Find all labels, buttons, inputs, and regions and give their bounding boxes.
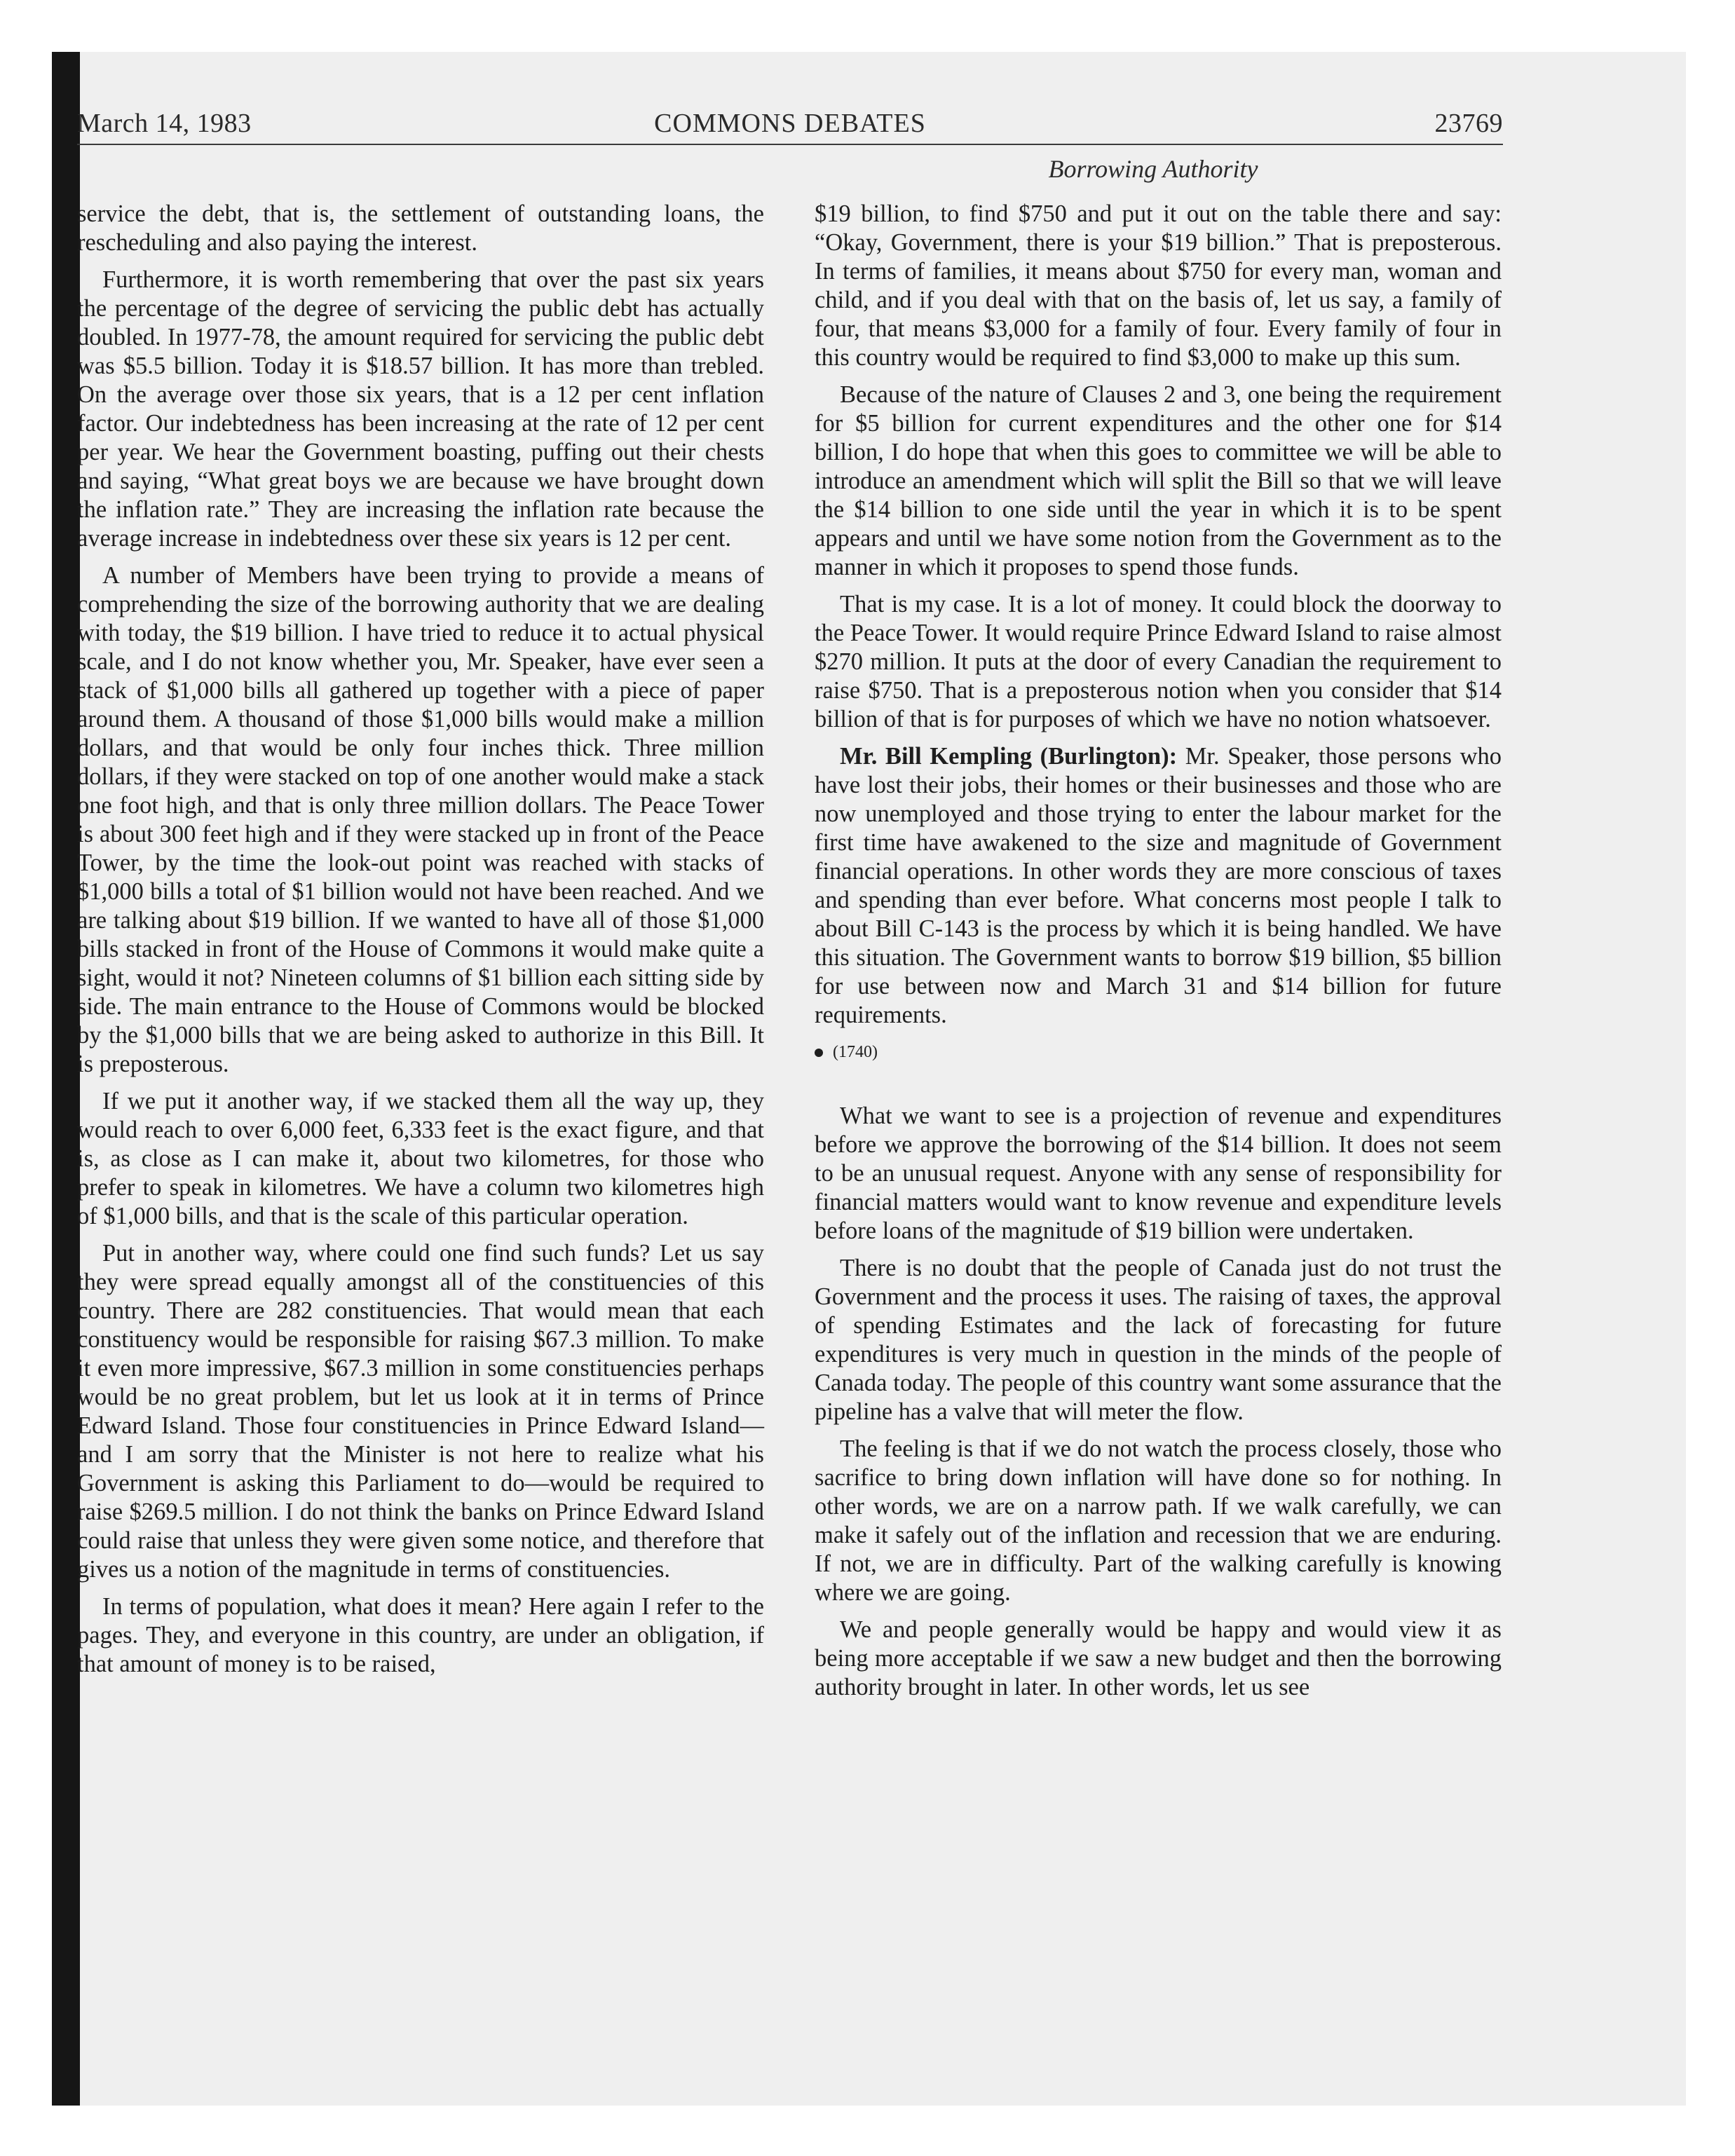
paragraph: Because of the nature of Clauses 2 and 3, one being the requirement for $5 billion for current expenditures and the other one for $14 billion, I do hope that when this goes to committee we will be able to introduce an amendment which will split the Bill so that we will leave the $14 billion to one side until the year in which it is to be spent appears and until we have some notion from the Government as to the manner in which it proposes to spend those funds. [815,381,1502,580]
paragraph: We and people generally would be happy and would view it as being more acceptable if we saw a new budget and then the borrowing authority brought in later. In other words, let us see [815,1616,1502,1700]
header-date: March 14, 1983 [77,109,252,138]
paragraph: A number of Members have been trying to provide a means of comprehending the size of the borrowing authority that we are dealing with today, the $19 billion. I have tried to reduce it to actual physical scale, and I do not know whether you, Mr. Speaker, have ever seen a stack of $1,000 bills all gathered up together with a piece of paper around them. A thousand of those $1,000 bills would make a million dollars, and that would be only four inches thick. Three million dollars, if they were stacked on top of one another would make a stack one foot high, and that is only three million dollars. The Peace Tower is about 300 feet high and if they were stacked up in front of the Peace Tower, by the time the look-out point was reached with stacks of $1,000 bills a total of $1 billion would not have been reached. And we are talking about $19 billion. If we wanted to have all of those $1,000 bills stacked in front of the House of Commons it would make quite a sight, would it not? Nineteen columns of $1 billion each sitting side by side. The main entrance to the House of Commons would be blocked by the $1,000 bills that we are being asked to authorize in this Bill. It is preposterous. [77,562,764,1077]
speaker-name: Mr. Bill Kempling (Burlington): [840,743,1178,770]
paragraph: $19 billion, to find $750 and put it out on the table there and say: “Okay, Government, there is your $19 billion.” That is preposterous. In terms of families, it means about $750 for every man, woman and child, and if you deal with that on the basis of, let us say, a family of four, that means $3,000 for a family of four. Every family of four in this country would be required to find $3,000 to make up this sum. [815,200,1502,371]
page-header [77,108,1503,146]
time-marker [815,1038,1502,1067]
paragraph: If we put it another way, if we stacked them all the way up, they would reach to over 6,000 feet, 6,333 feet is the exact figure, and that is, as close as I can make it, about two kilometres, for those who prefer to speak in kilometres. We have a column two kilometres high of $1,000 bills, and that is the scale of this particular operation. [77,1088,764,1229]
paragraph: There is no doubt that the people of Canada just do not trust the Government and the process it uses. The raising of taxes, the approval of spending Estimates and the lack of forecasting for future expenditures is very much in question in the minds of the people of Canada today. The people of this country want some assurance that the pipeline has a valve that will meter the flow. [815,1255,1502,1425]
paragraph: Furthermore, it is worth remembering that over the past six years the percentage of the degree of servicing the public debt has actually doubled. In 1977-78, the amount required for servicing the public debt was $5.5 billion. Today it is $18.57 billion. It has more than trebled. On the average over those six years, that is a 12 per cent inflation factor. Our indebtedness has been increasing at the rate of 12 per cent per year. We hear the Government boasting, puffing out their chests and saying, “What great boys we are because we have brought down the inflation rate.” They are increasing the inflation rate because the average increase in indebtedness over these six years is 12 per cent. [77,266,764,552]
left-column [77,200,764,1687]
paragraph: In terms of population, what does it mean? Here again I refer to the pages. They, and everyone in this country, are under an obligation, if that amount of money is to be raised, [77,1593,764,1677]
speech-paragraph [815,742,1502,1030]
paragraph: The feeling is that if we do not watch the process closely, those who sacrifice to bring down inflation will have done so for nothing. In other words, we are on a narrow path. If we walk carefully, we can make it safely out of the inflation and recession that we are enduring. If not, we are in difficulty. Part of the walking carefully is knowing where we are going. [815,1435,1502,1606]
running-head: Borrowing Authority [1048,155,1258,183]
bullet-icon [815,1049,823,1057]
paragraph: That is my case. It is a lot of money. It could block the doorway to the Peace Tower. It would require Prince Edward Island to raise almost $270 million. It puts at the door of every Canadian the requirement to raise $750. That is a preposterous notion when you consider that $14 billion of that is for purposes of which we have no notion whatsoever. [815,591,1502,732]
scan-edge-bar [52,52,80,2106]
header-rule [77,144,1503,145]
speech-text: Mr. Speaker, those persons who have lost their jobs, their homes or their businesses and those who are now unemployed and those trying to enter the labour market for the first time have awakened to the size and magnitude of Government financial operations. In other words they are more conscious of taxes and spending than ever before. What concerns most people I talk to about Bill C-143 is the process by which it is being handled. We have this situation. The Government wants to borrow $19 billion, $5 billion for use between now and March 31 and $14 billion for future requirements. [815,743,1502,1028]
right-column [815,200,1502,1710]
header-journal-title: COMMONS DEBATES [654,109,926,138]
header-page-number: 23769 [1434,109,1503,138]
paragraph: Put in another way, where could one find such funds? Let us say they were spread equally amongst all of the constituencies of this country. There are 282 constituencies. That would mean that each constituency would be responsible for raising $67.3 million. To make it even more impressive, $67.3 million in some constituencies perhaps would be no great problem, but let us look at it in terms of Prince Edward Island. Those four constituencies in Prince Edward Island—and I am sorry that the Minister is not here to realize what his Government is asking this Parliament to do—would be required to raise $269.5 million. I do not think the banks on Prince Edward Island could raise that unless they were given some notice, and therefore that gives us a notion of the magnitude in terms of constituencies. [77,1240,764,1583]
time-marker-text: (1740) [833,1043,878,1061]
paragraph: What we want to see is a projection of revenue and expenditures before we approve the borrowing of the $14 billion. It does not seem to be an unusual request. Anyone with any sense of responsibility for financial matters would want to know revenue and expenditure levels before loans of the magnitude of $19 billion were undertaken. [815,1103,1502,1244]
paragraph: service the debt, that is, the settlement of outstanding loans, the rescheduling and also paying the interest. [77,200,764,256]
